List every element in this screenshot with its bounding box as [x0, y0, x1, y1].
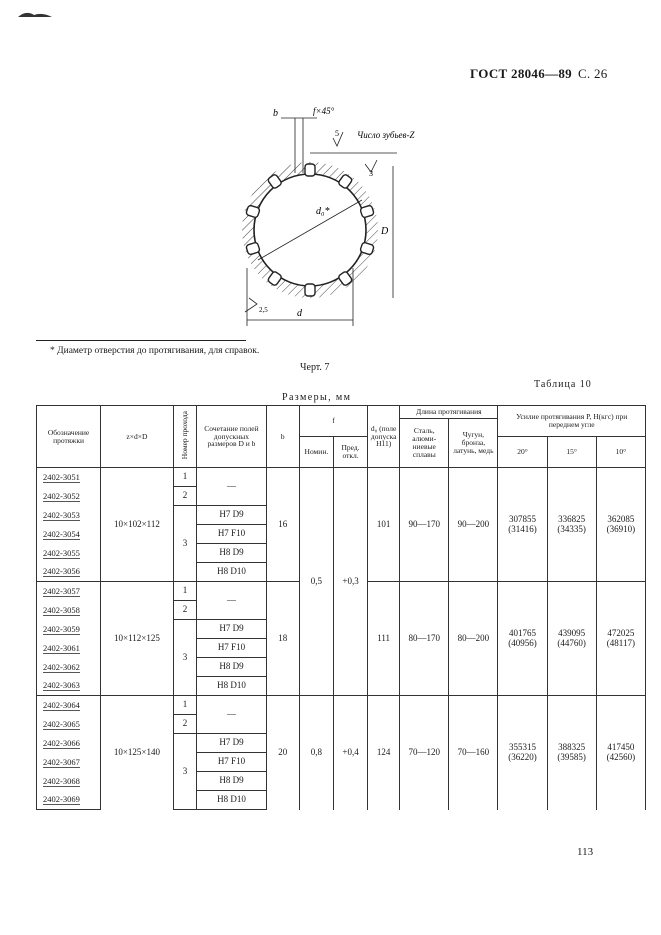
header-f-tol: Пред. откл.	[333, 437, 367, 468]
fits-cell: H8 D10	[197, 791, 266, 810]
force-cell: 336825 (34335)	[547, 468, 596, 582]
designation-cell: 2402-3064	[37, 696, 101, 715]
d0-cell: 124	[368, 696, 400, 810]
pass-cell: 3	[173, 506, 197, 582]
force-cell: 417450 (42560)	[596, 696, 645, 810]
fits-cell: —	[197, 696, 266, 734]
force-cell: 362085 (36910)	[596, 468, 645, 582]
d0-cell: 111	[368, 582, 400, 696]
fits-cell: H8 D9	[197, 544, 266, 563]
fits-cell: H7 D9	[197, 506, 266, 525]
force-cell: 307855 (31416)	[498, 468, 547, 582]
fits-cell: —	[197, 582, 266, 620]
designation-cell: 2402-3055	[37, 544, 101, 563]
d0-cell: 101	[368, 468, 400, 582]
f-nom-cell: 0,8	[299, 696, 333, 810]
footnote-rule	[36, 340, 246, 341]
fits-cell: H8 D9	[197, 658, 266, 677]
pass-cell: 3	[173, 734, 197, 810]
header-force: Усилие протягивания P, H(кгс) при переднем угле	[498, 406, 646, 437]
designation-cell: 2402-3052	[37, 487, 101, 506]
pass-cell: 1	[173, 696, 197, 715]
fits-cell: H7 F10	[197, 753, 266, 772]
pass-cell: 2	[173, 601, 197, 620]
table-units: Размеры, мм	[282, 392, 352, 403]
table-body	[37, 468, 646, 810]
page-ref: С. 26	[577, 66, 608, 81]
designation-cell: 2402-3065	[37, 715, 101, 734]
zdD-cell: 10×112×125	[101, 582, 174, 696]
force-cell: 388325 (39585)	[547, 696, 596, 810]
designation-cell: 2402-3063	[37, 677, 101, 696]
designation-cell: 2402-3062	[37, 658, 101, 677]
designation-cell: 2402-3057	[37, 582, 101, 601]
length-steel-cell: 70—120	[400, 696, 449, 810]
header-zdD: z×d×D	[101, 406, 174, 468]
pass-cell: 1	[173, 468, 197, 487]
length-steel-cell: 90—170	[400, 468, 449, 582]
teeth-label: Число зубьев-Z	[357, 130, 415, 140]
fits-cell: H7 D9	[197, 620, 266, 639]
f-tol-cell: +0,3	[333, 468, 367, 696]
d-label: d	[297, 308, 302, 319]
d0-label: d₀*	[316, 206, 330, 217]
fits-cell: —	[197, 468, 266, 506]
designation-cell: 2402-3067	[37, 753, 101, 772]
fits-cell: H7 D9	[197, 734, 266, 753]
force-cell: 439095 (44760)	[547, 582, 596, 696]
header-angle-15: 15°	[547, 437, 596, 468]
b-cell: 16	[266, 468, 299, 582]
page-header	[470, 66, 608, 82]
fits-cell: H8 D10	[197, 563, 266, 582]
zdD-cell: 10×125×140	[101, 696, 174, 810]
pass-cell: 2	[173, 715, 197, 734]
standard-number: ГОСТ 28046—89	[470, 66, 572, 81]
header-d0: d₀ (поле допуска H11)	[368, 406, 400, 468]
designation-cell: 2402-3058	[37, 601, 101, 620]
fits-cell: H8 D9	[197, 772, 266, 791]
header-pass: Номер прохода	[173, 406, 197, 468]
roughness-left: 2,5	[259, 306, 268, 314]
designation-cell: 2402-3054	[37, 525, 101, 544]
header-f: f	[299, 406, 367, 437]
designation-cell: 2402-3059	[37, 620, 101, 639]
footnote: * Диаметр отверстия до протягивания, для справок.	[50, 346, 260, 356]
header-designation: Обозначение протяжки	[37, 406, 101, 468]
f-tol-cell: +0,4	[333, 696, 367, 810]
force-cell: 401765 (40956)	[498, 582, 547, 696]
D-label: D	[381, 226, 389, 237]
page-number: 113	[577, 846, 594, 858]
fits-cell: H8 D10	[197, 677, 266, 696]
force-cell: 472025 (48117)	[596, 582, 645, 696]
header-angle-10: 10°	[596, 437, 645, 468]
spline-tooth	[305, 164, 315, 176]
header-f-nom: Номин.	[299, 437, 333, 468]
fits-cell: H7 F10	[197, 525, 266, 544]
length-iron-cell: 80—200	[449, 582, 498, 696]
header-angle-20: 20°	[498, 437, 547, 468]
designation-cell: 2402-3061	[37, 639, 101, 658]
designation-cell: 2402-3056	[37, 563, 101, 582]
broach-dimensions-table	[36, 405, 646, 810]
b-label: b	[273, 108, 278, 119]
designation-cell: 2402-3069	[37, 791, 101, 810]
length-iron-cell: 70—160	[449, 696, 498, 810]
designation-cell: 2402-3053	[37, 506, 101, 525]
header-length-steel: Сталь, алюминиевые сплавы	[400, 419, 449, 468]
zdD-cell: 10×102×112	[101, 468, 174, 582]
table-title: Таблица 10	[534, 379, 592, 390]
chamfer-label: f×45°	[313, 106, 335, 116]
length-iron-cell: 90—200	[449, 468, 498, 582]
pass-cell: 1	[173, 582, 197, 601]
header-fits: Сочетание полей допускных размеров D и b	[197, 406, 266, 468]
splined-hole-drawing	[225, 98, 435, 328]
pass-cell: 2	[173, 487, 197, 506]
fits-cell: H7 F10	[197, 639, 266, 658]
header-b: b	[266, 406, 299, 468]
designation-cell: 2402-3068	[37, 772, 101, 791]
roughness-right: 3	[369, 169, 373, 178]
length-steel-cell: 80—170	[400, 582, 449, 696]
spline-tooth	[305, 284, 315, 296]
b-cell: 18	[266, 582, 299, 696]
b-cell: 20	[266, 696, 299, 810]
pass-cell: 3	[173, 620, 197, 696]
force-cell: 355315 (36220)	[498, 696, 547, 810]
header-length-iron: Чугун, бронза, латунь, медь	[449, 419, 498, 468]
roughness-top: 5	[335, 129, 339, 138]
f-nom-cell: 0,5	[299, 468, 333, 696]
designation-cell: 2402-3066	[37, 734, 101, 753]
drawing-caption: Черт. 7	[300, 362, 330, 373]
header-length: Длина протягивания	[400, 406, 498, 419]
scan-mark	[18, 10, 52, 18]
designation-cell: 2402-3051	[37, 468, 101, 487]
